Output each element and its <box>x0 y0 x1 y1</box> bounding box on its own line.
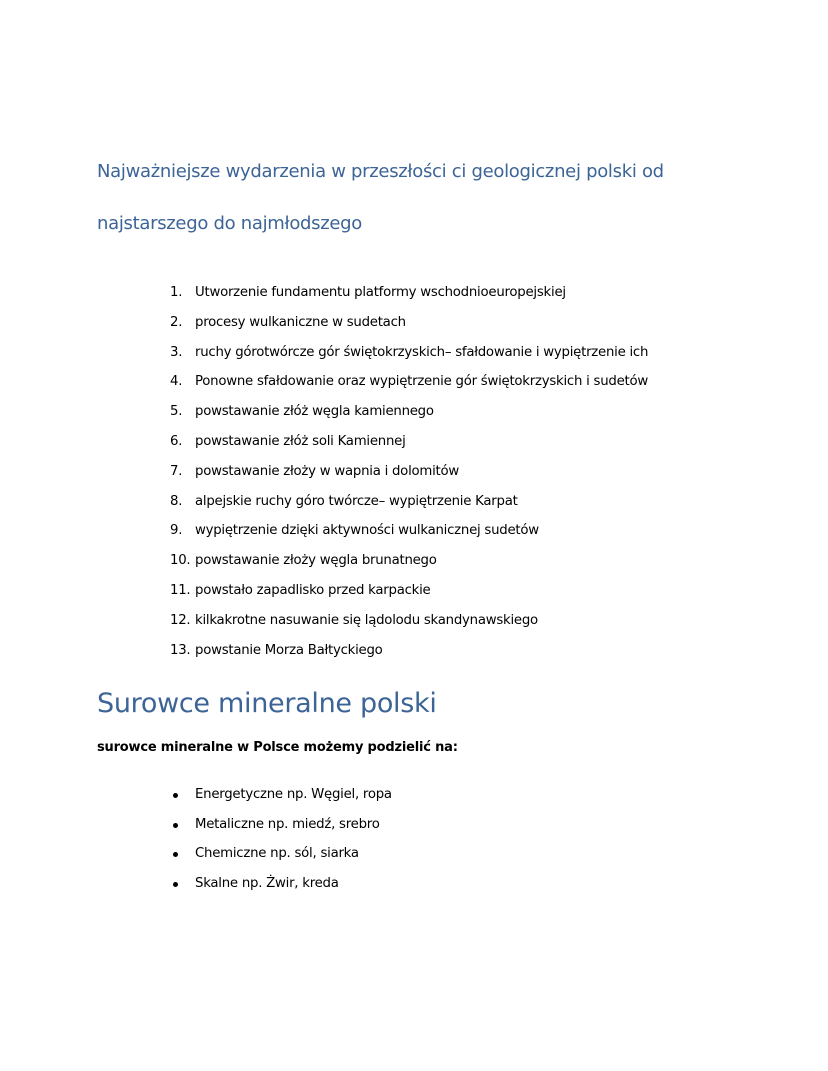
bullet-icon <box>170 784 195 814</box>
list-item: 5. powstawanie złóż węgla kamiennego <box>170 404 434 420</box>
list-item: Skalne np. Żwir, kreda <box>170 873 392 903</box>
page-title: Najważniejsze wydarzenia w przeszłości ci geologicznej polski od najstarszego do najmłodszego <box>97 161 664 234</box>
bullet-icon <box>170 873 195 903</box>
list-item: 13. powstanie Morza Bałtyckiego <box>170 642 383 658</box>
section-lead: surowce mineralne w Polsce możemy podzielić na: <box>97 740 458 755</box>
bullet-icon <box>170 814 195 844</box>
list-item: 2. procesy wulkaniczne w sudetach <box>170 314 406 330</box>
list-item: 12. kilkakrotne nasuwanie się lądolodu skandynawskiego <box>170 612 538 628</box>
geological-events-list <box>170 282 648 669</box>
list-item: 9. wypiętrzenie dzięki aktywności wulkanicznej sudetów <box>170 523 539 539</box>
list-item: Energetyczne np. Węgiel, ropa <box>170 784 392 814</box>
list-item: 7. powstawanie złoży w wapnia i dolomitów <box>170 463 460 479</box>
list-item: 4. Ponowne sfałdowanie oraz wypiętrzenie gór świętokrzyskich i sudetów <box>170 374 648 390</box>
list-item: 10. powstawanie złoży węgla brunatnego <box>170 553 437 569</box>
list-item: 3. ruchy górotwórcze gór świętokrzyskich– sfałdowanie i wypiętrzenie ich <box>170 344 649 360</box>
section-heading: Surowce mineralne polski <box>97 688 437 719</box>
minerals-list <box>170 784 392 903</box>
list-item: 1. Utworzenie fundamentu platformy wschodnioeuropejskiej <box>170 285 566 300</box>
list-item: 6. powstawanie złóż soli Kamiennej <box>170 433 406 449</box>
list-item: Metaliczne np. miedź, srebro <box>170 814 392 844</box>
bullet-icon <box>170 843 195 873</box>
list-item: 11. powstało zapadlisko przed karpackie <box>170 582 431 598</box>
list-item: Chemiczne np. sól, siarka <box>170 843 392 873</box>
list-item: 8. alpejskie ruchy góro twórcze– wypiętrzenie Karpat <box>170 493 518 509</box>
